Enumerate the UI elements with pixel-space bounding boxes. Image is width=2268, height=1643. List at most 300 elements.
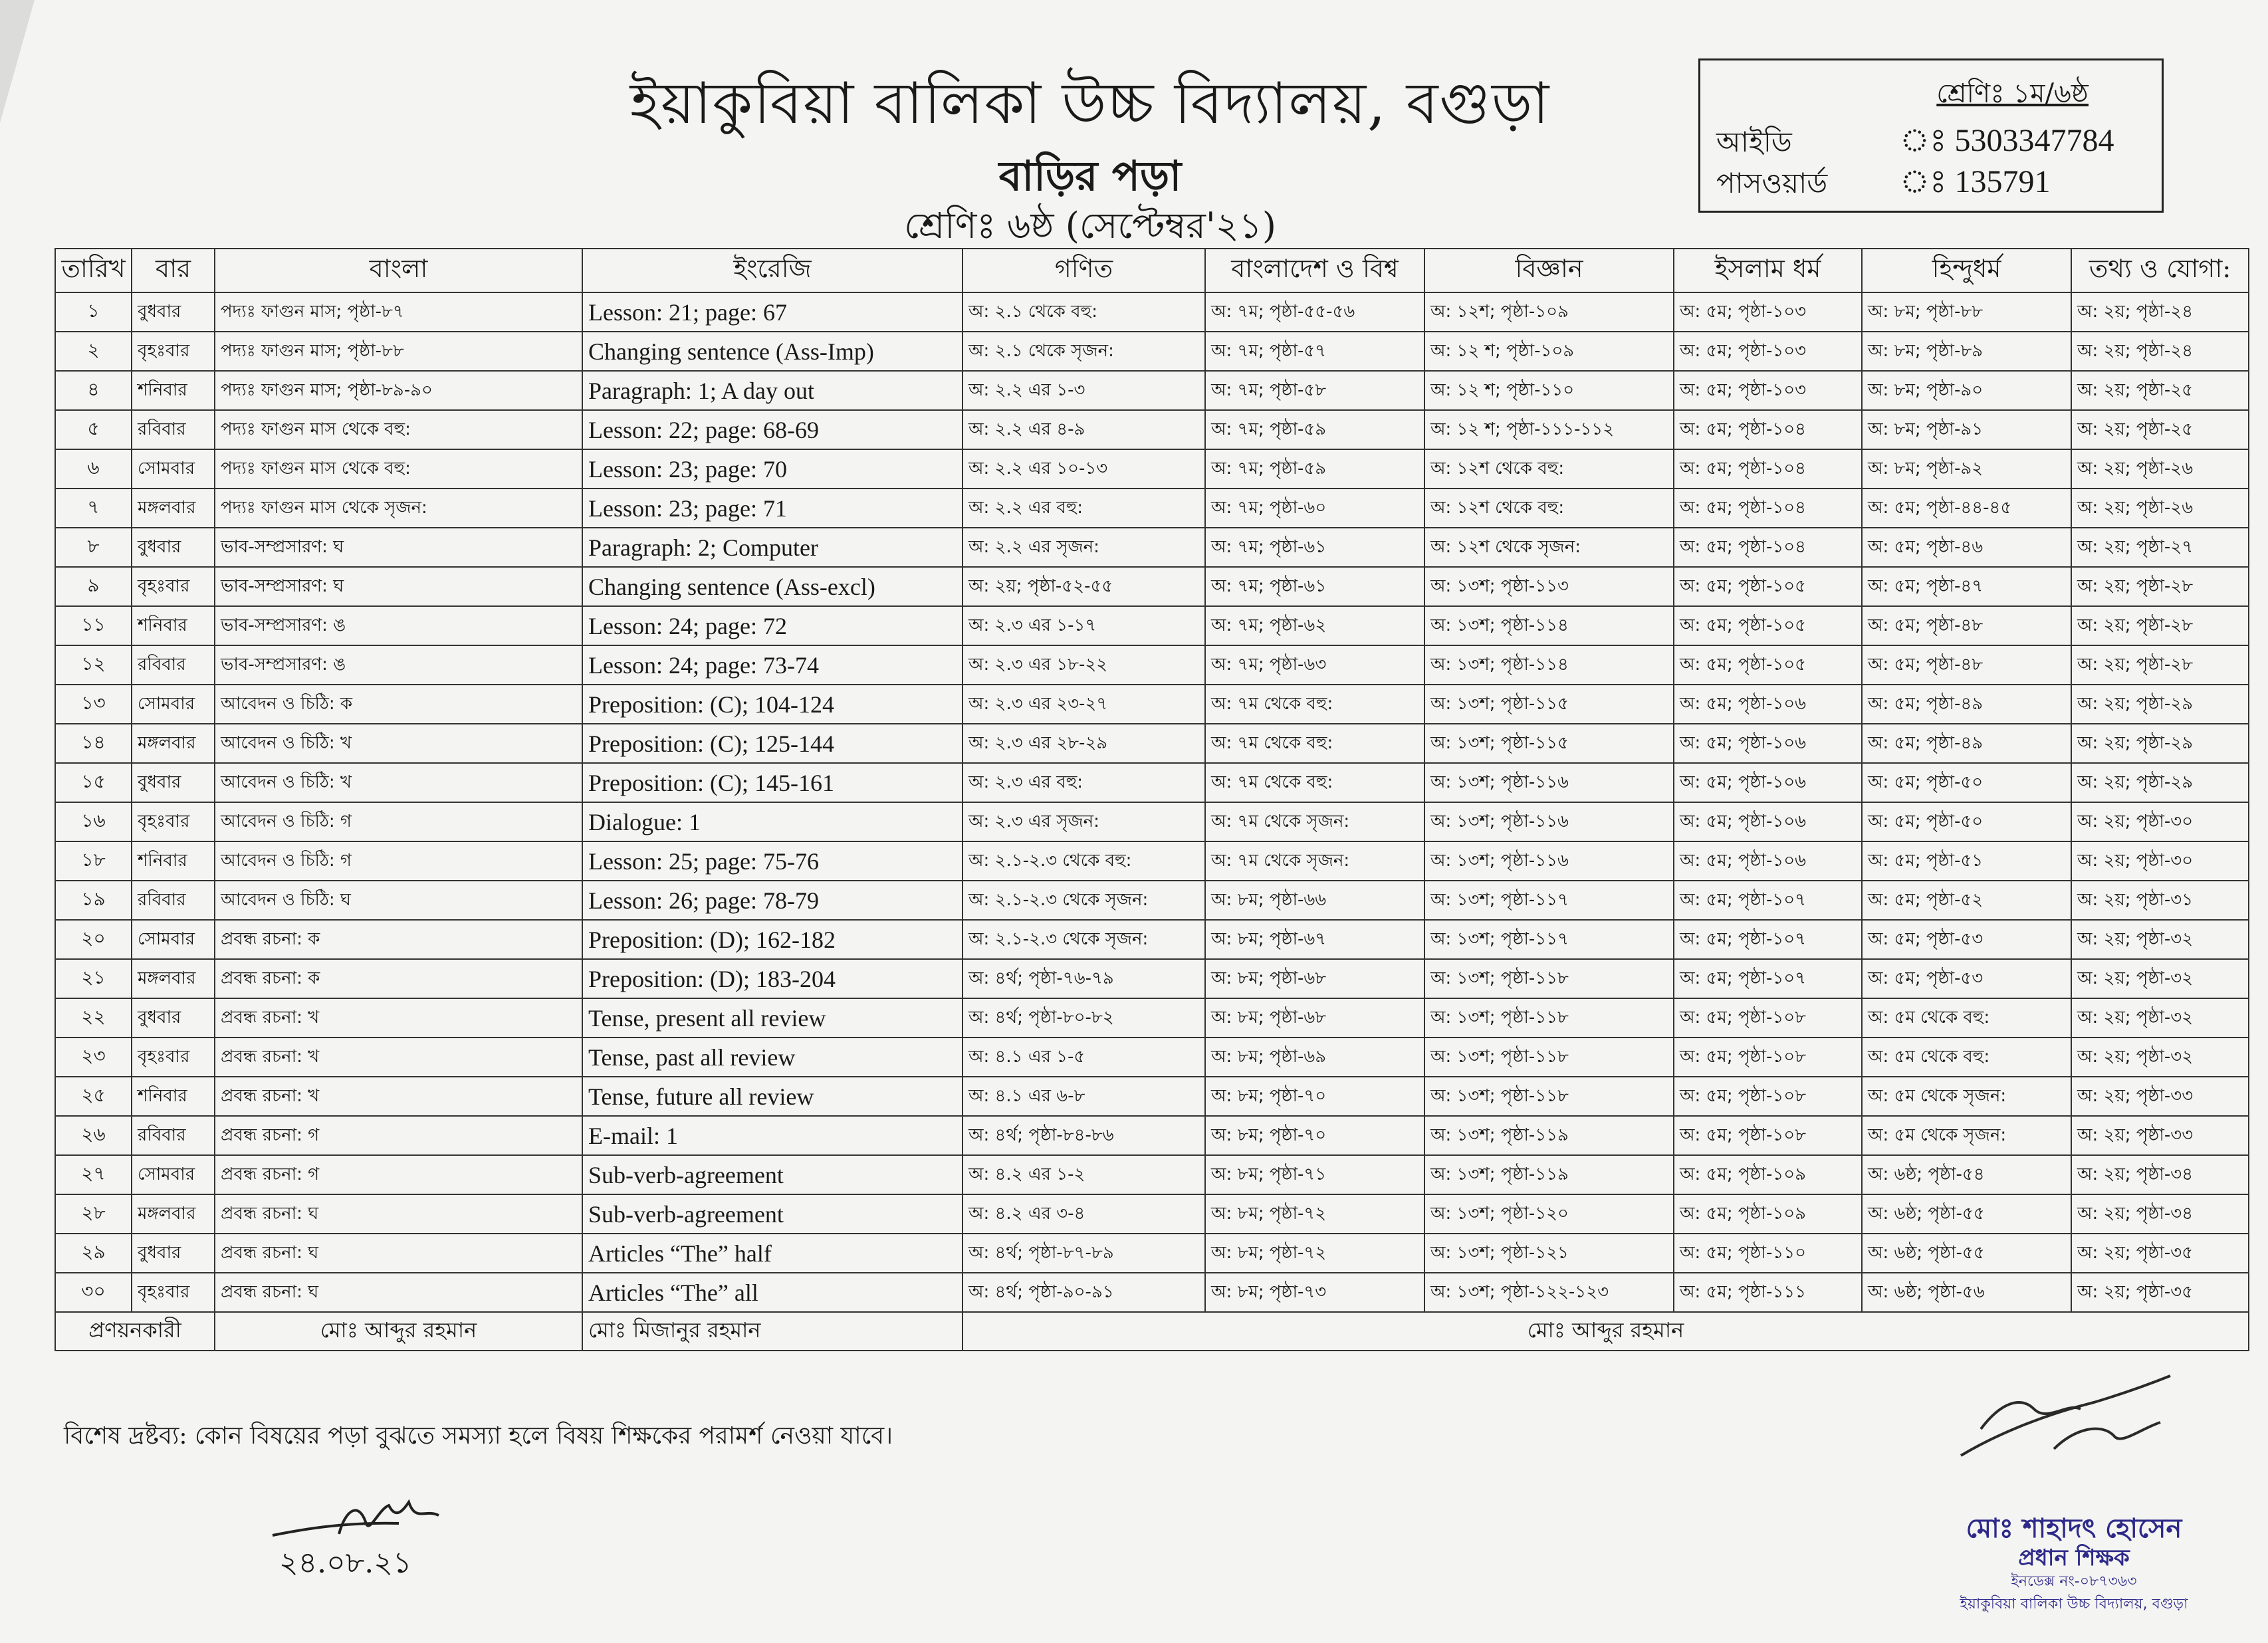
cell-ict: অ: ২য়; পৃষ্ঠা-৩৫ <box>2071 1234 2249 1273</box>
cell-ict: অ: ২য়; পৃষ্ঠা-২৯ <box>2071 685 2249 724</box>
cell-bangladesh-world: অ: ৮ম; পৃষ্ঠা-৬৬ <box>1205 881 1424 920</box>
cell-bangladesh-world: অ: ৮ম; পৃষ্ঠা-৭৩ <box>1205 1273 1424 1312</box>
cell-science: অ: ১৩শ; পৃষ্ঠা-১২০ <box>1424 1194 1674 1234</box>
cell-math: অ: ৪র্থ; পৃষ্ঠা-৮৭-৮৯ <box>963 1234 1205 1273</box>
table-row <box>55 332 2249 371</box>
cell-hindu: অ: ৬ষ্ঠ; পৃষ্ঠা-৫৫ <box>1862 1194 2071 1234</box>
cell-bangla: পদ্যঃ ফাগুন মাস; পৃষ্ঠা-৮৮ <box>215 332 582 371</box>
cell-math: অ: ২.২ এর ৪-৯ <box>963 410 1205 449</box>
cell-english: Sub-verb-agreement <box>582 1155 963 1194</box>
cell-math: অ: ২.১ থেকে বহু: <box>963 292 1205 332</box>
cell-math: অ: ২.২ এর সৃজন: <box>963 528 1205 567</box>
cell-science: অ: ১২ শ; পৃষ্ঠা-১১১-১১২ <box>1424 410 1674 449</box>
cell-islam: অ: ৫ম; পৃষ্ঠা-১০৯ <box>1674 1194 1862 1234</box>
cell-hindu: অ: ৫ম; পৃষ্ঠা-৪৪-৪৫ <box>1862 489 2071 528</box>
cell-date: ২৭ <box>55 1155 132 1194</box>
cell-day: বৃহঃবার <box>132 802 215 841</box>
cell-date: ৫ <box>55 410 132 449</box>
id-value: ঃ 5303347784 <box>1900 123 2114 158</box>
cell-science: অ: ১৩শ; পৃষ্ঠা-১১৮ <box>1424 998 1674 1038</box>
cell-date: ৩০ <box>55 1273 132 1312</box>
cell-date: ১৯ <box>55 881 132 920</box>
table-row <box>55 841 2249 881</box>
other-teacher: মোঃ আব্দুর রহমান <box>963 1312 2249 1351</box>
cell-islam: অ: ৫ম; পৃষ্ঠা-১০৬ <box>1674 685 1862 724</box>
headmaster-signature <box>1941 1356 2180 1482</box>
col-header-ict: তথ্য ও যোগা: <box>2071 249 2249 292</box>
cell-date: ২৫ <box>55 1077 132 1116</box>
table-row <box>55 1155 2249 1194</box>
cell-islam: অ: ৫ম; পৃষ্ঠা-১০৯ <box>1674 1155 1862 1194</box>
cell-math: অ: ২.৩ এর ২৮-২৯ <box>963 724 1205 763</box>
cell-math: অ: ৪র্থ; পৃষ্ঠা-৮৪-৮৬ <box>963 1116 1205 1155</box>
cell-english: Lesson: 25; page: 75-76 <box>582 841 963 881</box>
cell-ict: অ: ২য়; পৃষ্ঠা-২৮ <box>2071 645 2249 685</box>
school-name: ইয়াকুবিয়া বালিকা উচ্চ বিদ্যালয়, বগুড়া <box>629 70 1551 137</box>
cell-english: Dialogue: 1 <box>582 802 963 841</box>
cell-hindu: অ: ৬ষ্ঠ; পৃষ্ঠা-৫৫ <box>1862 1234 2071 1273</box>
cell-ict: অ: ২য়; পৃষ্ঠা-২৯ <box>2071 724 2249 763</box>
cell-bangla: প্রবন্ধ রচনা: খ <box>215 1077 582 1116</box>
cell-science: অ: ১৩শ; পৃষ্ঠা-১১৫ <box>1424 724 1674 763</box>
cell-day: বুধবার <box>132 998 215 1038</box>
cell-science: অ: ১৩শ; পৃষ্ঠা-১১৯ <box>1424 1155 1674 1194</box>
col-header-day: বার <box>132 249 215 292</box>
cell-bangladesh-world: অ: ৭ম থেকে সৃজন: <box>1205 802 1424 841</box>
cell-bangladesh-world: অ: ৮ম; পৃষ্ঠা-৬৮ <box>1205 959 1424 998</box>
cell-islam: অ: ৫ম; পৃষ্ঠা-১০৬ <box>1674 802 1862 841</box>
table-row <box>55 528 2249 567</box>
col-header-english: ইংরেজি <box>582 249 963 292</box>
cell-english: Tense, past all review <box>582 1038 963 1077</box>
cell-day: মঙ্গলবার <box>132 1194 215 1234</box>
cell-hindu: অ: ৮ম; পৃষ্ঠা-৯০ <box>1862 371 2071 410</box>
cell-ict: অ: ২য়; পৃষ্ঠা-২৫ <box>2071 371 2249 410</box>
cell-hindu: অ: ৫ম; পৃষ্ঠা-৫০ <box>1862 763 2071 802</box>
table-row <box>55 998 2249 1038</box>
class-month: শ্রেণিঃ ৬ষ্ঠ (সেপ্টেম্বর'২১) <box>904 205 1276 247</box>
cell-bangladesh-world: অ: ৮ম; পৃষ্ঠা-৬৯ <box>1205 1038 1424 1077</box>
cell-hindu: অ: ৫ম থেকে বহু: <box>1862 1038 2071 1077</box>
cell-islam: অ: ৫ম; পৃষ্ঠা-১০৬ <box>1674 724 1862 763</box>
cell-bangla: আবেদন ও চিঠি: গ <box>215 802 582 841</box>
cell-hindu: অ: ৬ষ্ঠ; পৃষ্ঠা-৫৬ <box>1862 1273 2071 1312</box>
cell-islam: অ: ৫ম; পৃষ্ঠা-১১১ <box>1674 1273 1862 1312</box>
table-row <box>55 371 2249 410</box>
cell-math: অ: ২.১-২.৩ থেকে বহু: <box>963 841 1205 881</box>
cell-science: অ: ১২শ থেকে বহু: <box>1424 489 1674 528</box>
cell-date: ৪ <box>55 371 132 410</box>
table-row <box>55 1038 2249 1077</box>
password-value: ঃ 135791 <box>1900 164 2051 199</box>
cell-date: ৮ <box>55 528 132 567</box>
cell-english: Paragraph: 1; A day out <box>582 371 963 410</box>
cell-date: ১৪ <box>55 724 132 763</box>
cell-english: Lesson: 21; page: 67 <box>582 292 963 332</box>
login-box <box>1698 58 2164 213</box>
cell-bangla: প্রবন্ধ রচনা: খ <box>215 998 582 1038</box>
cell-day: রবিবার <box>132 881 215 920</box>
table-row <box>55 292 2249 332</box>
cell-day: মঙ্গলবার <box>132 724 215 763</box>
col-header-bangladesh-world: বাংলাদেশ ও বিশ্ব <box>1205 249 1424 292</box>
cell-math: অ: ৪র্থ; পৃষ্ঠা-৯০-৯১ <box>963 1273 1205 1312</box>
cell-bangla: প্রবন্ধ রচনা: ঘ <box>215 1194 582 1234</box>
cell-bangla: ভাব-সম্প্রসারণ: ঘ <box>215 528 582 567</box>
cell-bangla: প্রবন্ধ রচনা: খ <box>215 1038 582 1077</box>
cell-bangladesh-world: অ: ৭ম; পৃষ্ঠা-৬৩ <box>1205 645 1424 685</box>
col-header-bangla: বাংলা <box>215 249 582 292</box>
cell-islam: অ: ৫ম; পৃষ্ঠা-১০৪ <box>1674 449 1862 489</box>
cell-bangladesh-world: অ: ৭ম; পৃষ্ঠা-৫৯ <box>1205 449 1424 489</box>
table-row <box>55 802 2249 841</box>
cell-bangladesh-world: অ: ৮ম; পৃষ্ঠা-৬৮ <box>1205 998 1424 1038</box>
col-header-date: তারিখ <box>55 249 132 292</box>
cell-bangla: পদ্যঃ ফাগুন মাস থেকে বহু: <box>215 410 582 449</box>
cell-science: অ: ১৩শ; পৃষ্ঠা-১১৮ <box>1424 1038 1674 1077</box>
cell-date: ১১ <box>55 606 132 645</box>
cell-english: Preposition: (C); 145-161 <box>582 763 963 802</box>
cell-day: সোমবার <box>132 920 215 959</box>
cell-math: অ: ৪র্থ; পৃষ্ঠা-৭৬-৭৯ <box>963 959 1205 998</box>
table-row <box>55 410 2249 449</box>
cell-hindu: অ: ৫ম; পৃষ্ঠা-৫৩ <box>1862 959 2071 998</box>
cell-islam: অ: ৫ম; পৃষ্ঠা-১০৫ <box>1674 606 1862 645</box>
cell-bangladesh-world: অ: ৭ম থেকে বহু: <box>1205 685 1424 724</box>
table-row <box>55 724 2249 763</box>
cell-english: Lesson: 26; page: 78-79 <box>582 881 963 920</box>
left-signature-date: ২৪.০৮.২১ <box>279 1546 412 1580</box>
table-row <box>55 763 2249 802</box>
cell-ict: অ: ২য়; পৃষ্ঠা-৩১ <box>2071 881 2249 920</box>
cell-date: ২০ <box>55 920 132 959</box>
cell-bangladesh-world: অ: ৭ম; পৃষ্ঠা-৬১ <box>1205 528 1424 567</box>
cell-ict: অ: ২য়; পৃষ্ঠা-২৬ <box>2071 449 2249 489</box>
cell-english: E-mail: 1 <box>582 1116 963 1155</box>
cell-hindu: অ: ৫ম; পৃষ্ঠা-৪৯ <box>1862 685 2071 724</box>
cell-bangladesh-world: অ: ৮ম; পৃষ্ঠা-৭২ <box>1205 1234 1424 1273</box>
cell-english: Articles “The” half <box>582 1234 963 1273</box>
cell-math: অ: ৪.১ এর ১-৫ <box>963 1038 1205 1077</box>
cell-bangladesh-world: অ: ৭ম; পৃষ্ঠা-৫৫-৫৬ <box>1205 292 1424 332</box>
cell-math: অ: ২.৩ এর ২৩-২৭ <box>963 685 1205 724</box>
cell-english: Changing sentence (Ass-excl) <box>582 567 963 606</box>
cell-hindu: অ: ৫ম; পৃষ্ঠা-৪৬ <box>1862 528 2071 567</box>
document-subtitle: বাড়ির পড়া <box>998 152 1182 200</box>
cell-science: অ: ১৩শ; পৃষ্ঠা-১১৬ <box>1424 841 1674 881</box>
cell-bangladesh-world: অ: ৭ম; পৃষ্ঠা-৫৮ <box>1205 371 1424 410</box>
cell-islam: অ: ৫ম; পৃষ্ঠা-১০৬ <box>1674 763 1862 802</box>
cell-english: Preposition: (D); 183-204 <box>582 959 963 998</box>
cell-date: ২৮ <box>55 1194 132 1234</box>
cell-math: অ: ২য়; পৃষ্ঠা-৫২-৫৫ <box>963 567 1205 606</box>
cell-math: অ: ২.৩ এর বহু: <box>963 763 1205 802</box>
stamp-school: ইয়াকুবিয়া বালিকা উচ্চ বিদ্যালয়, বগুড়া <box>1960 1596 2188 1612</box>
cell-english: Paragraph: 2; Computer <box>582 528 963 567</box>
cell-bangla: প্রবন্ধ রচনা: ঘ <box>215 1234 582 1273</box>
cell-day: বৃহঃবার <box>132 332 215 371</box>
cell-bangladesh-world: অ: ৮ম; পৃষ্ঠা-৭০ <box>1205 1077 1424 1116</box>
page-corner-fold <box>0 0 40 126</box>
cell-islam: অ: ৫ম; পৃষ্ঠা-১০৩ <box>1674 292 1862 332</box>
stamp-title: প্রধান শিক্ষক <box>2018 1545 2130 1571</box>
cell-date: ১৮ <box>55 841 132 881</box>
cell-ict: অ: ২য়; পৃষ্ঠা-২৭ <box>2071 528 2249 567</box>
cell-bangladesh-world: অ: ৮ম; পৃষ্ঠা-৬৭ <box>1205 920 1424 959</box>
cell-islam: অ: ৫ম; পৃষ্ঠা-১০৮ <box>1674 998 1862 1038</box>
cell-science: অ: ১৩শ; পৃষ্ঠা-১১৮ <box>1424 959 1674 998</box>
cell-science: অ: ১২শ থেকে সৃজন: <box>1424 528 1674 567</box>
cell-science: অ: ১২ শ; পৃষ্ঠা-১১০ <box>1424 371 1674 410</box>
cell-english: Lesson: 24; page: 73-74 <box>582 645 963 685</box>
prepared-by-label: প্রণয়নকারী <box>55 1312 215 1351</box>
table-row <box>55 1116 2249 1155</box>
cell-english: Sub-verb-agreement <box>582 1194 963 1234</box>
cell-islam: অ: ৫ম; পৃষ্ঠা-১০৮ <box>1674 1077 1862 1116</box>
cell-science: অ: ১৩শ; পৃষ্ঠা-১১৬ <box>1424 763 1674 802</box>
prepared-by-row <box>55 1312 2249 1351</box>
cell-ict: অ: ২য়; পৃষ্ঠা-৩৩ <box>2071 1116 2249 1155</box>
cell-islam: অ: ৫ম; পৃষ্ঠা-১০৩ <box>1674 371 1862 410</box>
cell-date: ১ <box>55 292 132 332</box>
cell-hindu: অ: ৮ম; পৃষ্ঠা-৯১ <box>1862 410 2071 449</box>
cell-bangladesh-world: অ: ৭ম; পৃষ্ঠা-৬১ <box>1205 567 1424 606</box>
cell-science: অ: ১৩শ; পৃষ্ঠা-১১৩ <box>1424 567 1674 606</box>
cell-hindu: অ: ৫ম; পৃষ্ঠা-৪৮ <box>1862 606 2071 645</box>
cell-day: বৃহঃবার <box>132 1273 215 1312</box>
cell-day: শনিবার <box>132 1077 215 1116</box>
cell-ict: অ: ২য়; পৃষ্ঠা-২৪ <box>2071 292 2249 332</box>
cell-ict: অ: ২য়; পৃষ্ঠা-৩৪ <box>2071 1194 2249 1234</box>
table-row <box>55 1234 2249 1273</box>
cell-math: অ: ২.৩ এর ১-১৭ <box>963 606 1205 645</box>
cell-math: অ: ২.২ এর ১০-১৩ <box>963 449 1205 489</box>
table-row <box>55 920 2249 959</box>
cell-ict: অ: ২য়; পৃষ্ঠা-২৬ <box>2071 489 2249 528</box>
col-header-hindu: হিন্দুধর্ম <box>1862 249 2071 292</box>
password-label: পাসওয়ার্ড <box>1716 167 1828 199</box>
homework-table <box>55 248 2249 1351</box>
stamp-eiin: ইনডেক্স নং-০৮৭৩৬৩ <box>2011 1573 2137 1590</box>
table-row <box>55 606 2249 645</box>
table-row <box>55 489 2249 528</box>
table-row <box>55 449 2249 489</box>
table-row <box>55 685 2249 724</box>
cell-bangladesh-world: অ: ৮ম; পৃষ্ঠা-৭১ <box>1205 1155 1424 1194</box>
cell-english: Changing sentence (Ass-Imp) <box>582 332 963 371</box>
cell-bangla: ভাব-সম্প্রসারণ: ঙ <box>215 606 582 645</box>
cell-date: ৯ <box>55 567 132 606</box>
cell-bangla: পদ্যঃ ফাগুন মাস; পৃষ্ঠা-৮৯-৯০ <box>215 371 582 410</box>
cell-math: অ: ২.১-২.৩ থেকে সৃজন: <box>963 920 1205 959</box>
cell-date: ২৩ <box>55 1038 132 1077</box>
cell-day: রবিবার <box>132 645 215 685</box>
cell-bangla: পদ্যঃ ফাগুন মাস থেকে সৃজন: <box>215 489 582 528</box>
cell-science: অ: ১৩শ; পৃষ্ঠা-১২২-১২৩ <box>1424 1273 1674 1312</box>
table-row <box>55 645 2249 685</box>
cell-science: অ: ১৩শ; পৃষ্ঠা-১২১ <box>1424 1234 1674 1273</box>
cell-science: অ: ১৩শ; পৃষ্ঠা-১১৪ <box>1424 606 1674 645</box>
cell-hindu: অ: ৬ষ্ঠ; পৃষ্ঠা-৫৪ <box>1862 1155 2071 1194</box>
cell-english: Lesson: 24; page: 72 <box>582 606 963 645</box>
cell-math: অ: ৪.২ এর ৩-৪ <box>963 1194 1205 1234</box>
cell-hindu: অ: ৮ম; পৃষ্ঠা-৯২ <box>1862 449 2071 489</box>
cell-math: অ: ২.১ থেকে সৃজন: <box>963 332 1205 371</box>
cell-islam: অ: ৫ম; পৃষ্ঠা-১০৪ <box>1674 528 1862 567</box>
cell-bangla: আবেদন ও চিঠি: গ <box>215 841 582 881</box>
cell-bangla: পদ্যঃ ফাগুন মাস থেকে বহু: <box>215 449 582 489</box>
cell-ict: অ: ২য়; পৃষ্ঠা-২৮ <box>2071 567 2249 606</box>
cell-islam: অ: ৫ম; পৃষ্ঠা-১০৫ <box>1674 645 1862 685</box>
cell-bangladesh-world: অ: ৭ম; পৃষ্ঠা-৫৭ <box>1205 332 1424 371</box>
cell-bangla: ভাব-সম্প্রসারণ: ঙ <box>215 645 582 685</box>
cell-hindu: অ: ৫ম; পৃষ্ঠা-৫১ <box>1862 841 2071 881</box>
bangla-teacher: মোঃ আব্দুর রহমান <box>215 1312 582 1351</box>
cell-english: Lesson: 22; page: 68-69 <box>582 410 963 449</box>
cell-ict: অ: ২য়; পৃষ্ঠা-৩৩ <box>2071 1077 2249 1116</box>
table-row <box>55 567 2249 606</box>
cell-english: Lesson: 23; page: 71 <box>582 489 963 528</box>
table-row <box>55 881 2249 920</box>
cell-bangladesh-world: অ: ৮ম; পৃষ্ঠা-৭০ <box>1205 1116 1424 1155</box>
cell-day: রবিবার <box>132 410 215 449</box>
cell-math: অ: ২.২ এর বহু: <box>963 489 1205 528</box>
cell-bangladesh-world: অ: ৭ম থেকে সৃজন: <box>1205 841 1424 881</box>
cell-day: শনিবার <box>132 371 215 410</box>
cell-ict: অ: ২য়; পৃষ্ঠা-৩২ <box>2071 920 2249 959</box>
table-row <box>55 959 2249 998</box>
cell-islam: অ: ৫ম; পৃষ্ঠা-১০৫ <box>1674 567 1862 606</box>
col-header-islam: ইসলাম ধর্ম <box>1674 249 1862 292</box>
english-teacher: মোঃ মিজানুর রহমান <box>582 1312 963 1351</box>
cell-day: শনিবার <box>132 841 215 881</box>
cell-english: Tense, future all review <box>582 1077 963 1116</box>
cell-islam: অ: ৫ম; পৃষ্ঠা-১০৪ <box>1674 410 1862 449</box>
cell-day: বৃহঃবার <box>132 1038 215 1077</box>
cell-ict: অ: ২য়; পৃষ্ঠা-২৯ <box>2071 763 2249 802</box>
cell-hindu: অ: ৫ম; পৃষ্ঠা-৪৮ <box>1862 645 2071 685</box>
cell-islam: অ: ৫ম; পৃষ্ঠা-১০৭ <box>1674 959 1862 998</box>
cell-date: ২ <box>55 332 132 371</box>
cell-bangla: আবেদন ও চিঠি: ঘ <box>215 881 582 920</box>
cell-day: বৃহঃবার <box>132 567 215 606</box>
cell-science: অ: ১৩শ; পৃষ্ঠা-১১৪ <box>1424 645 1674 685</box>
cell-science: অ: ১৩শ; পৃষ্ঠা-১১৮ <box>1424 1077 1674 1116</box>
cell-science: অ: ১২শ; পৃষ্ঠা-১০৯ <box>1424 292 1674 332</box>
cell-bangla: আবেদন ও চিঠি: ক <box>215 685 582 724</box>
cell-islam: অ: ৫ম; পৃষ্ঠা-১০৮ <box>1674 1038 1862 1077</box>
cell-bangla: প্রবন্ধ রচনা: ক <box>215 959 582 998</box>
cell-ict: অ: ২য়; পৃষ্ঠা-২৫ <box>2071 410 2249 449</box>
cell-english: Tense, present all review <box>582 998 963 1038</box>
cell-ict: অ: ২য়; পৃষ্ঠা-৩২ <box>2071 998 2249 1038</box>
cell-day: বুধবার <box>132 763 215 802</box>
cell-date: ২২ <box>55 998 132 1038</box>
id-label: আইডি <box>1716 126 1792 158</box>
cell-day: মঙ্গলবার <box>132 489 215 528</box>
table-body <box>55 292 2249 1312</box>
login-class: শ্রেণিঃ ১ম/৬ষ্ঠ <box>1936 78 2089 109</box>
cell-bangladesh-world: অ: ৭ম থেকে বহু: <box>1205 724 1424 763</box>
cell-hindu: অ: ৫ম; পৃষ্ঠা-৪৭ <box>1862 567 2071 606</box>
cell-math: অ: ২.২ এর ১-৩ <box>963 371 1205 410</box>
cell-day: সোমবার <box>132 685 215 724</box>
cell-bangladesh-world: অ: ৭ম; পৃষ্ঠা-৫৯ <box>1205 410 1424 449</box>
cell-date: ১২ <box>55 645 132 685</box>
cell-day: বুধবার <box>132 1234 215 1273</box>
cell-day: সোমবার <box>132 1155 215 1194</box>
cell-bangla: প্রবন্ধ রচনা: গ <box>215 1116 582 1155</box>
table-row <box>55 1273 2249 1312</box>
cell-english: Articles “The” all <box>582 1273 963 1312</box>
cell-hindu: অ: ৫ম থেকে সৃজন: <box>1862 1077 2071 1116</box>
cell-date: ১৫ <box>55 763 132 802</box>
cell-ict: অ: ২য়; পৃষ্ঠা-২৮ <box>2071 606 2249 645</box>
cell-bangladesh-world: অ: ৮ম; পৃষ্ঠা-৭২ <box>1205 1194 1424 1234</box>
cell-islam: অ: ৫ম; পৃষ্ঠা-১১০ <box>1674 1234 1862 1273</box>
cell-ict: অ: ২য়; পৃষ্ঠা-৩০ <box>2071 841 2249 881</box>
cell-science: অ: ১৩শ; পৃষ্ঠা-১১৭ <box>1424 881 1674 920</box>
cell-bangladesh-world: অ: ৭ম; পৃষ্ঠা-৬২ <box>1205 606 1424 645</box>
cell-bangladesh-world: অ: ৭ম থেকে বহু: <box>1205 763 1424 802</box>
cell-date: ১৩ <box>55 685 132 724</box>
cell-bangla: আবেদন ও চিঠি: খ <box>215 724 582 763</box>
cell-science: অ: ১২ শ; পৃষ্ঠা-১০৯ <box>1424 332 1674 371</box>
cell-bangla: প্রবন্ধ রচনা: ঘ <box>215 1273 582 1312</box>
cell-english: Preposition: (D); 162-182 <box>582 920 963 959</box>
cell-islam: অ: ৫ম; পৃষ্ঠা-১০৬ <box>1674 841 1862 881</box>
cell-hindu: অ: ৮ম; পৃষ্ঠা-৮৮ <box>1862 292 2071 332</box>
cell-date: ৭ <box>55 489 132 528</box>
cell-day: মঙ্গলবার <box>132 959 215 998</box>
cell-day: রবিবার <box>132 1116 215 1155</box>
cell-day: বুধবার <box>132 292 215 332</box>
cell-english: Lesson: 23; page: 70 <box>582 449 963 489</box>
cell-science: অ: ১২শ থেকে বহু: <box>1424 449 1674 489</box>
special-note: বিশেষ দ্রষ্টব্য: কোন বিষয়ের পড়া বুঝতে সমস্যা হলে বিষয় শিক্ষকের পরামর্শ নেওয়া যাবে। <box>64 1422 893 1450</box>
cell-date: ২৬ <box>55 1116 132 1155</box>
cell-math: অ: ২.১-২.৩ থেকে সৃজন: <box>963 881 1205 920</box>
col-header-science: বিজ্ঞান <box>1424 249 1674 292</box>
cell-science: অ: ১৩শ; পৃষ্ঠা-১১৬ <box>1424 802 1674 841</box>
cell-day: বুধবার <box>132 528 215 567</box>
cell-ict: অ: ২য়; পৃষ্ঠা-৩২ <box>2071 959 2249 998</box>
cell-date: ২৯ <box>55 1234 132 1273</box>
cell-bangladesh-world: অ: ৭ম; পৃষ্ঠা-৬০ <box>1205 489 1424 528</box>
stamp-name: মোঃ শাহাদৎ হোসেন <box>1966 1513 2182 1544</box>
cell-science: অ: ১৩শ; পৃষ্ঠা-১১৭ <box>1424 920 1674 959</box>
col-header-math: গণিত <box>963 249 1205 292</box>
cell-date: ৬ <box>55 449 132 489</box>
cell-math: অ: ২.৩ এর সৃজন: <box>963 802 1205 841</box>
cell-math: অ: ৪.২ এর ১-২ <box>963 1155 1205 1194</box>
cell-day: সোমবার <box>132 449 215 489</box>
cell-hindu: অ: ৫ম; পৃষ্ঠা-৫২ <box>1862 881 2071 920</box>
cell-hindu: অ: ৫ম থেকে সৃজন: <box>1862 1116 2071 1155</box>
cell-math: অ: ২.৩ এর ১৮-২২ <box>963 645 1205 685</box>
cell-hindu: অ: ৫ম; পৃষ্ঠা-৫৩ <box>1862 920 2071 959</box>
cell-islam: অ: ৫ম; পৃষ্ঠা-১০৩ <box>1674 332 1862 371</box>
cell-english: Preposition: (C); 104-124 <box>582 685 963 724</box>
cell-day: শনিবার <box>132 606 215 645</box>
table-row <box>55 1194 2249 1234</box>
cell-bangla: প্রবন্ধ রচনা: গ <box>215 1155 582 1194</box>
cell-ict: অ: ২য়; পৃষ্ঠা-৩০ <box>2071 802 2249 841</box>
cell-islam: অ: ৫ম; পৃষ্ঠা-১০৮ <box>1674 1116 1862 1155</box>
table-row <box>55 1077 2249 1116</box>
cell-math: অ: ৪র্থ; পৃষ্ঠা-৮০-৮২ <box>963 998 1205 1038</box>
cell-bangla: পদ্যঃ ফাগুন মাস; পৃষ্ঠা-৮৭ <box>215 292 582 332</box>
